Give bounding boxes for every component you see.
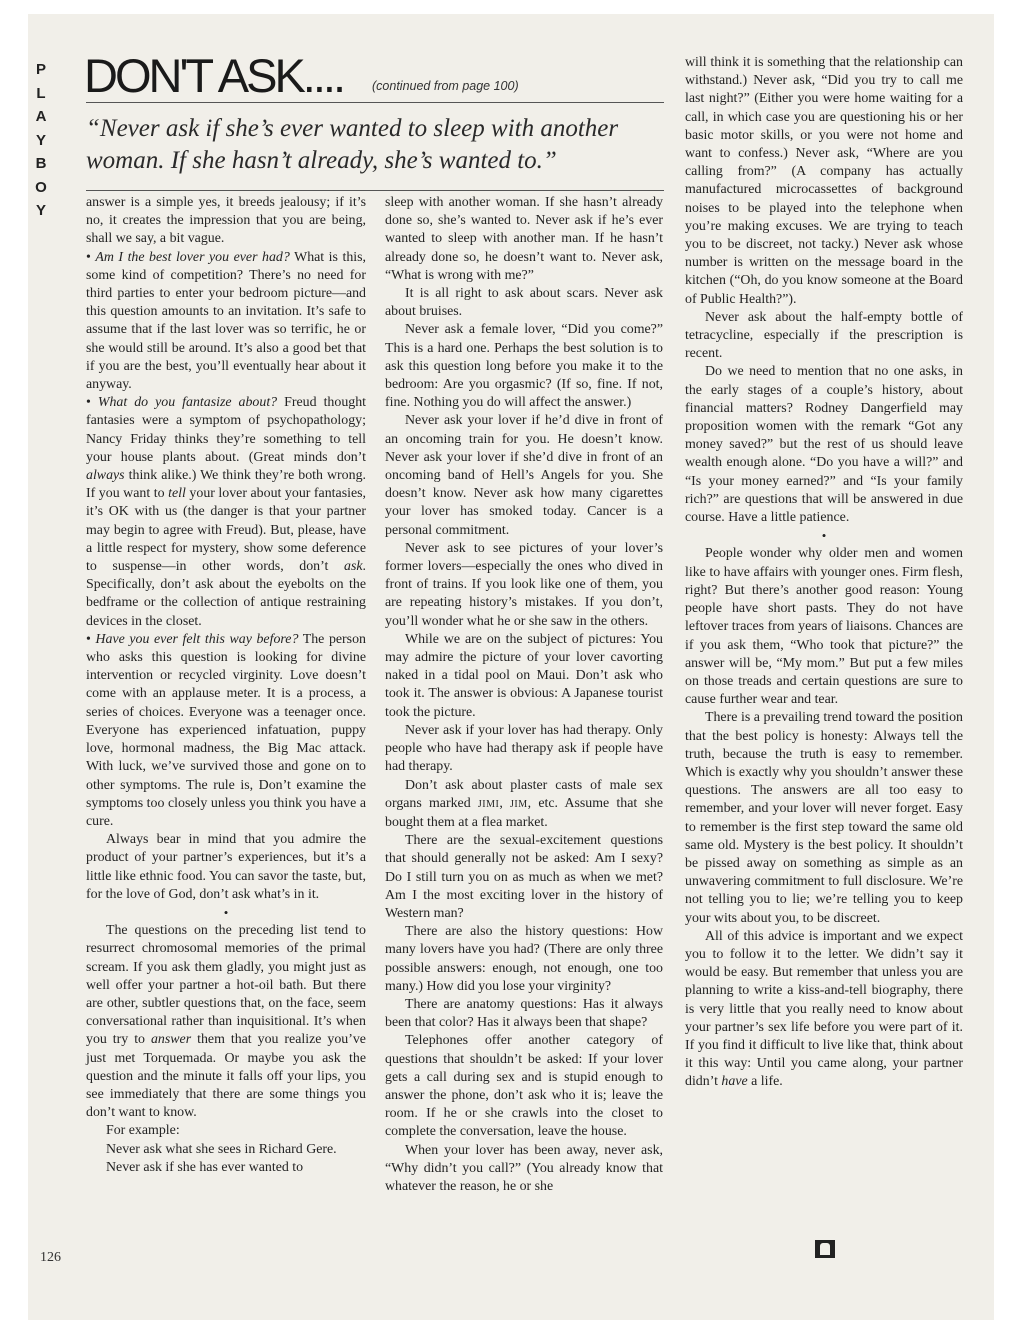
paragraph-text: them that you realize you’ve just met Torquemada. Or maybe you ask the question and the minute it falls off your lips, you see immediately that there are some things you don’t want to know. bbox=[86, 1032, 366, 1121]
paragraph: Never ask what she sees in Richard Gere. bbox=[106, 1141, 337, 1157]
emphasis-word: ask bbox=[344, 559, 363, 575]
masthead-letter: B bbox=[35, 155, 47, 172]
article-column-2 bbox=[385, 194, 663, 1196]
paragraph-text: Don’t ask about plaster casts of male sex organs marked bbox=[385, 777, 663, 811]
paragraph-text: All of this advice is important and we expect you to follow it to the letter. We didn’t say it would be easy. But remember that unless you are planning to write a kiss-and-tell biography, there is very little that you really need to know about your partner’s sex life before you were part of it. If you find it difficult to live like that, think about it this way: Until you came along, your partner didn’t bbox=[685, 928, 963, 1090]
paragraph-text: , bbox=[499, 795, 511, 811]
paragraph: Never ask a female lover, “Did you come?” This is a hard one. Perhaps the best solution is to ask this question long before you make it to the bedroom: Are you orgasmic? (If so, fine. If not, fine. Nothing you do will affect the answer.) bbox=[385, 322, 663, 411]
paragraph: Never ask if your lover has had therapy. Only people who have had therapy ask if people have had therapy. bbox=[385, 722, 663, 775]
paragraph: While we are on the subject of pictures: You may admire the picture of your lover cavorting naked in a tidal pool on Maui. Don’t ask who took it. The answer is obvious: A Japanese tourist took the picture. bbox=[385, 631, 663, 720]
emphasis-word: have bbox=[721, 1074, 748, 1090]
paragraph-text: a life. bbox=[747, 1074, 783, 1090]
paragraph: Never ask to see pictures of your lover’s former lovers—especially the ones who dived in front of trains. If you look like one of them, you are repeating history’s mistakes. If you don’t, you’ll wonder what he or she saw in the others. bbox=[385, 540, 663, 629]
masthead-vertical bbox=[30, 58, 52, 223]
paragraph bbox=[86, 922, 366, 1122]
paragraph: There are also the history questions: How many lovers have you had? (There are only three possible answers: enough, not enough, one too many.) How did you lose your virginity? bbox=[385, 924, 663, 994]
paragraph: Do we need to mention that no one asks, in the early stages of a couple’s history, about financial matters? Rodney Dangerfield may proposition women with the remark “Got any money saved?” but the rest of us should leave wealth enough alone. “Do you have a will?” and “Is your money earned?” and “Is your family rich?” are questions that will be answered in due course. Have a little patience. bbox=[685, 364, 963, 526]
paragraph-text: , etc. Assume that she bought them at a flea market. bbox=[385, 795, 663, 830]
question-heading: What do you fantasize about? bbox=[97, 395, 278, 411]
masthead-letter: A bbox=[35, 108, 47, 125]
emphasis-word: answer bbox=[150, 1032, 192, 1048]
emphasis-word: always bbox=[86, 468, 125, 484]
paragraph: When your lover has been away, never ask, “Why didn’t you call?” (You already know that whatever the reason, he or she bbox=[385, 1142, 663, 1194]
question-heading: Am I the best lover you ever had? bbox=[95, 249, 290, 265]
masthead-letter: L bbox=[36, 84, 46, 102]
article-column-3 bbox=[685, 54, 963, 1092]
article-column-1 bbox=[86, 194, 366, 1177]
section-separator: • bbox=[223, 904, 229, 920]
paragraph-text: What is this, some kind of competition? There’s no need for third parties to enter your bedroom picture—and this question amounts to an invitation. It’s safe to assume that if the last lover was so terrific, he or she would still be around. It’s also a good bet that if you are the best, you’ll eventually hear about it anyway. bbox=[86, 249, 367, 393]
masthead-letter: P bbox=[35, 61, 46, 78]
question-heading: Have you ever felt this way before? bbox=[95, 631, 299, 647]
article-headline: DON'T ASK.... bbox=[84, 49, 344, 102]
paragraph: Never ask if she has ever wanted to bbox=[106, 1159, 304, 1175]
paragraph: There are anatomy questions: Has it always been that color? Has it always been that shape? bbox=[385, 996, 663, 1031]
paragraph: Always bear in mind that you admire the product of your partner’s experiences, but it’s a little like ethnic food. You can savor the taste, but, for the love of God, don’t ask what’s in it. bbox=[86, 832, 366, 902]
masthead-letter: O bbox=[35, 178, 47, 196]
masthead-letter: Y bbox=[35, 131, 46, 149]
section-separator: • bbox=[821, 528, 827, 544]
paragraph: Never ask about the half-empty bottle of tetracycline, especially if the prescription is recent. bbox=[685, 309, 963, 362]
continued-from-note: (continued from page 100) bbox=[372, 79, 519, 93]
emphasis-word: tell bbox=[168, 486, 186, 502]
question-paragraph bbox=[86, 631, 366, 831]
question-paragraph bbox=[86, 394, 366, 631]
paragraph: There are the sexual-excitement questions that should generally not be asked: Am I sexy? Do I still turn you on as much as when we met? Am I the most exciting lover in the history of Western man? bbox=[385, 833, 663, 921]
paragraph-text: Freud thought fantasies were a symptom of psychopathology; Nancy Friday thinks they’re something to tell your house plants about. (Great minds don’t bbox=[86, 395, 367, 465]
paragraph: There is a prevailing trend toward the position that the best policy is honesty: Always tell the truth, because the truth is easy to remember. Which is exactly why you shouldn’t answer these questions. The answers are all too easy to remember, and your lover will never forget. Easy to remember is the first step toward the same old same old. Mystery is the best policy. It shouldn’t be pissed away on something as simple as an unwavering commitment to full disclosure. We’re not telling you to lie; we’re telling you to keep your wits about you, to be discreet. bbox=[685, 710, 963, 926]
paragraph: For example: bbox=[106, 1123, 180, 1139]
paragraph bbox=[685, 928, 963, 1092]
paragraph bbox=[385, 777, 663, 833]
paragraph: answer is a simple yes, it breeds jealousy; if it’s no, it creates the impression that you are being, shall we say, a bit vague. bbox=[86, 195, 366, 247]
paragraph: Never ask your lover if he’d dive in front of an oncoming train for you. He doesn’t know. Never ask your lover if she’d dive in front of an oncoming band of Hell’s Angels for you. She doesn’t know. Never ask how many cigarettes your lover has smoked today. Cancer is a personal commitment. bbox=[385, 413, 663, 538]
pullquote-rule bbox=[86, 190, 664, 191]
headline-rule bbox=[86, 102, 664, 103]
paragraph-text: your lover about your fantasies, it’s OK with us (the danger is that your partner may begin to agree with Freud). But, please, have a little respect for mystery, show some deference to suspense—in other words, don’t bbox=[86, 486, 367, 575]
paragraph: sleep with another woman. If she hasn’t already done so, she’s wanted to. Never ask if he’s ever wanted to sleep with another man. If he hasn’t already done so, he doesn’t want to. Never ask, “What is wrong with me?” bbox=[385, 195, 663, 283]
masthead-letter: Y bbox=[35, 202, 46, 219]
paragraph: will think it is something that the relationship can withstand.) Never ask, “Did you try to call me last night?” (Either you were home waiting for a call, in which case you are questioning his or her basic motor skills, or you were not home and want to confess.) Never ask, “Where are you calling from?” (A company has actually manufactured microcassettes of background noises to be played into the telephone when you’re making excuses. We are trying to teach you to be discreet, not tacky.) Never ask whose number is written on the message board in the kitchen (“Oh, do you know someone at the Board of Public Health?”). bbox=[685, 55, 963, 307]
pull-quote: “Never ask if she’s ever wanted to sleep with another woman. If she hasn’t already, she’s wanted to.” bbox=[86, 115, 619, 174]
question-paragraph bbox=[86, 249, 366, 395]
playboy-rabbit-icon bbox=[815, 1240, 835, 1258]
page-number: 126 bbox=[40, 1250, 61, 1265]
paragraph: People wonder why older men and women like to have affairs with younger ones. Firm flesh, right? But there’s another good reason: Young people have short pasts. They do not have leftover traces from years of liaisons. Chances are if you ask them, “Who took that picture?” the answer will be, “My mom.” But put a few miles on those treads and certain questions are sure to cause further wear and tear. bbox=[685, 546, 963, 708]
paragraph: It is all right to ask about scars. Never ask about bruises. bbox=[385, 286, 663, 320]
paragraph-text: think alike.) We think they’re both wrong. If you want to bbox=[86, 468, 366, 502]
small-caps-name: JIM bbox=[510, 798, 528, 810]
paragraph-text: The questions on the preceding list tend to resurrect chromosomal memories of the primal scream. If you ask them gladly, you might just as well offer your partner a hot-oil bath. But there are other, subtler questions that, on the face, seem conversational rather than inquisitional. It’s when you try to bbox=[86, 923, 366, 1048]
paragraph-text: The person who asks this question is looking for divine intervention or recycled virginity. Love doesn’t come with an applause meter. It is a process, a series of choices. Everyone was a teenager once. Everyone has experienced infatuation, puppy love, hormonal madness, the Big Mac attack. With luck, we’ve survived those and gone on to other symptoms. The rule is, Don’t examine the symptoms too closely unless you think you have a cure. bbox=[86, 631, 366, 829]
small-caps-name: JIMI bbox=[477, 798, 500, 810]
paragraph: Telephones offer another category of questions that shouldn’t be asked: If your lover gets a call during sex and is stupid enough to answer the phone, don’t ask who it is; leave the room. If he or she crawls into the closet to complete the conversation, leave the house. bbox=[385, 1033, 663, 1140]
paragraph-text: . Specifically, don’t ask about the eyebolts on the bedframe or the collection of antique restraining devices in the closet. bbox=[86, 559, 367, 629]
